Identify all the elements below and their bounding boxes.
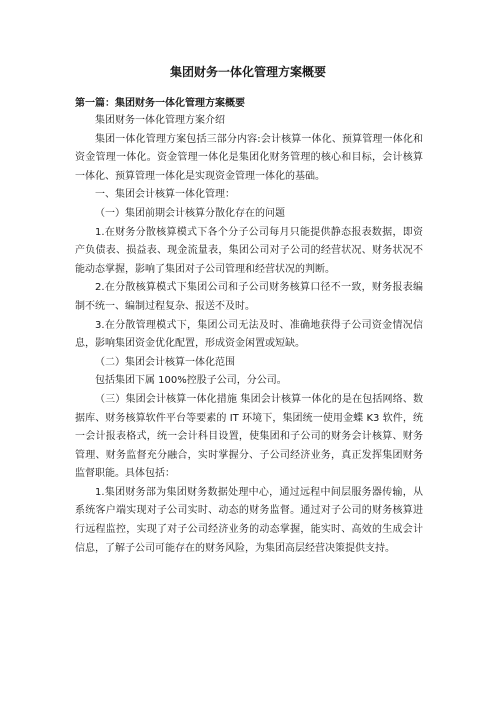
paragraph-part-one-heading: 一、集团会计核算一体化管理：	[95, 189, 235, 201]
paragraph-overview: 集团一体化管理方案包括三部分内容:会计核算一体化、预算管理一体化和资金管理一体化。资金管理一体化是集团化财务管理的核心和目标，会计核算一体化、预算管理一体化是实现资金管理一体化的基础。	[75, 133, 423, 182]
paragraph-problem-2: 2.在分散核算模式下集团公司和子公司财务核算口径不一致，财务报表编制不统一、编制过程复杂、报送不及时。	[75, 282, 423, 312]
section-heading: 第一篇：集团财务一体化管理方案概要	[75, 98, 245, 109]
document-body	[75, 96, 423, 558]
paragraph-scope: 包括集团下属 100%控股子公司，分公司。	[95, 375, 287, 387]
paragraph-problem-1: 1.在财务分散核算模式下各个分子公司每月只能提供静态报表数据，即资产负债表、损益表、现金流量表，集团公司对子公司的经营状况、财务状况不能动态掌握，影响了集团对子公司管理和经营状况的判断。	[75, 226, 423, 275]
paragraph-problem-3: 3.在分散管理模式下，集团公司无法及时、准确地获得子公司资金情况信息，影响集团资金优化配置，形成资金闲置或短缺。	[75, 319, 423, 350]
paragraph-measures: （三）集团会计核算一体化措施 集团会计核算一体化的是在包括网络、数据库、财务核算软件平台等要素的 IT 环境下，集团统一使用金蝶 K3 软件，统一会计报表格式，统一会计科目设置，使集团和子公司的财务会计核算、财务管理、财务监督充分融合，实时掌握分、子公司经济业务，真正发挥集团财务监督职能。具体包括：	[75, 393, 423, 480]
paragraph-intro-title: 集团财务一体化管理方案介绍	[95, 115, 225, 126]
paragraph-scope-heading: （二）集团会计核算一体化范围	[95, 356, 235, 368]
document-title: 集团财务一体化管理方案概要	[169, 65, 326, 79]
paragraph-problems-heading: （一）集团前期会计核算分散化存在的问题	[95, 207, 285, 219]
paragraph-measure-1: 1.集团财务部为集团财务数据处理中心，通过远程中间层服务器传输，从系统客户端实现对子公司实时、动态的财务监督。通过对子公司的财务核算进行远程监控，实现了对子公司经济业务的动态掌握，能实时、高效的生成会计信息，了解子公司可能存在的财务风险，为集团高层经营决策提供支持。	[75, 486, 423, 554]
